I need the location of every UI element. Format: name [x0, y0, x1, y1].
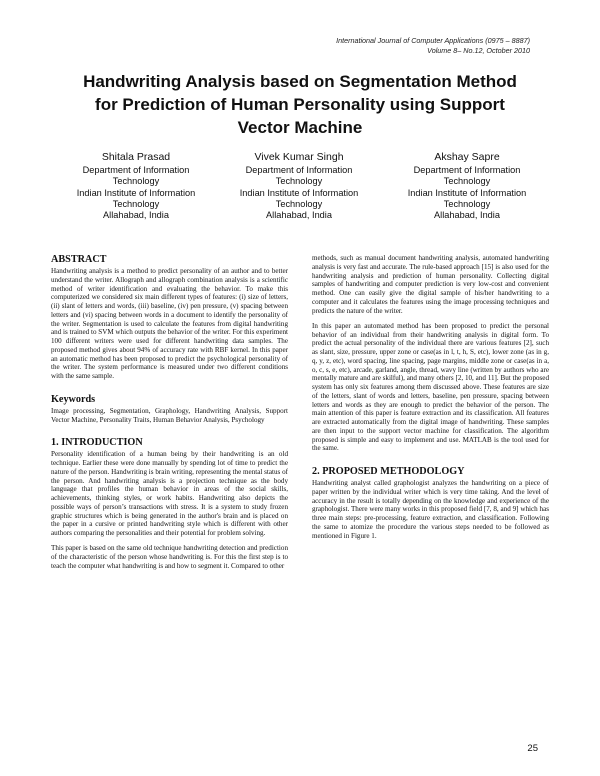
author-dept: Technology: [443, 176, 491, 187]
introduction-heading: 1. INTRODUCTION: [51, 437, 143, 449]
introduction-paragraph-2: This paper is based on the same old technique handwriting detection and prediction of the characteristic of the person whose handwriting is. For this the first step is to teach the computer what handwriting is and how to segment it. Compared to other: [51, 544, 288, 570]
author-institute: Technology: [443, 198, 491, 209]
abstract-text: Handwriting analysis is a method to predict personality of an author and to better understand the writer. Allograph and allograph combination analysis is a scientific method of writer identification and evaluating the behavior. To make this computerized we considered six main different types of features: (i) size of letters, (ii) slant of letters and words, (iii) baseline, (iv) pen pressure, (v) spacing between letters and (vi) spacing between words in a document to identify the personality of the writer. Segmentation is used to calculate the features from digital handwriting and is trained to SVM which outputs the behavior of the writer. For this experiment 100 different writers were used for different handwriting data samples. The proposed method gives about 94% of accuracy rate with RBF kernel. In this paper an automatic method has been proposed to predict the psychological personality of the writer. The system performance is measured under two different conditions with the same sample.: [51, 267, 289, 380]
author-dept: Department of Information: [82, 165, 190, 175]
author-dept: Department of Information: [413, 165, 521, 175]
author-institute: Technology: [275, 198, 323, 209]
journal-header: [336, 36, 530, 56]
body-paragraph-1: methods, such as manual document handwriting analysis, automated handwriting analysis is very fast and accurate. The rule-based approach [15] is also used for the handwriting analysis and prediction of human personality. Collecting digital samples of handwriting and computer prediction is very low-cost and convenient method. One can easily give the digital sample of his/her handwriting to a computer and it calculates the features using the image processing techniques and predicts the nature of the writer.: [312, 254, 549, 315]
abstract-heading: ABSTRACT: [51, 254, 107, 265]
author-city: Allahabad, India: [103, 210, 169, 221]
author-block-1: [52, 151, 220, 221]
author-dept: Technology: [275, 176, 323, 187]
title-line-3: Vector Machine: [237, 118, 363, 137]
left-column: [51, 254, 288, 577]
author-name: Vivek Kumar Singh: [254, 151, 344, 163]
author-institute: Technology: [112, 198, 160, 209]
paper-title: [60, 70, 540, 139]
body-paragraph-2: In this paper an automated method has been proposed to predict the personal behavior of an individual from their handwriting analysis in digital form. To predict the actual personality of the individual there are various features [2], such as slant, size, pressure, upper zone or case(as in l, t, h, S, etc), lower zone (as in g, q, y, z, etc), word spacing, line spacing, page margins, middle zone or case(as in a, o, c, s, e, etc), arcade, garland, angle, thread, wavy line (written by authors who are mentally mature and are skilful), and many others [2, 10, and 11]. But the proposed system has only six features among them discussed above. These features are size of the letters, slant of words and letters, baseline, pen pressure, spacing between letters and words as they are enough to predict the behavior of the person. The main attention of this paper is feature extraction and its classification. All features are extracted automatically from the digital image of handwriting. These samples are then input to the support vector machine for classification. The algorithm proposed is simple and easy to implement and use. MATLAB is the tool used for the same.: [312, 321, 549, 453]
right-column: [312, 254, 549, 547]
author-city: Allahabad, India: [266, 210, 332, 221]
methodology-paragraph-1: Handwriting analyst called graphologist analyzes the handwriting on a piece of paper written by the individual writer which is very time taking. And the level of accuracy in the result is totally depending on the knowledge and experience of the graphologist. There were many works in this proposed field [7, 8, and 9] which has three main steps: pre-processing, feature extraction, and classification. Following the same to atomize the procedure the various steps needed to be followed as mentioned in Figure 1.: [312, 479, 549, 540]
keywords-text: Image processing, Segmentation, Graphology, Handwriting Analysis, Support Vector Machine, Personality Traits, Human Behavior Analysis, Psychology: [51, 406, 288, 424]
author-block-2: [215, 151, 383, 221]
author-city: Allahabad, India: [434, 210, 500, 221]
journal-name: International Journal of Computer Applications (0975 – 8887): [336, 36, 530, 45]
author-institute: Indian Institute of Information: [76, 187, 196, 198]
author-block-3: [383, 151, 551, 221]
author-institute: Indian Institute of Information: [239, 187, 359, 198]
author-dept: Department of Information: [245, 165, 353, 175]
journal-volume: Volume 8– No.12, October 2010: [427, 46, 530, 55]
page-number: 25: [527, 743, 538, 754]
author-institute: Indian Institute of Information: [407, 187, 527, 198]
keywords-heading: Keywords: [51, 393, 96, 405]
introduction-paragraph-1: Personality identification of a human being by their handwriting is an old technique. Earlier these were done manually by spending lot of time to predict the nature of the person. Handwriting is brain writing, representing the mental status of the person. And handwriting analysis is a projection technique as the body language that profiles the human behavior in areas of the social skills, achievements, thinking styles, or work habits. Handwriting also depicts the possible ways of person’s transactions with stress. It is a system to study frozen graphic structures which is being generated in the author's brain and is placed on the paper in a cursive or printed handwriting style which is different with other authors comparing the personalities and their potential for problem solving.: [51, 450, 288, 537]
author-name: Shitala Prasad: [101, 151, 171, 163]
author-dept: Technology: [112, 176, 160, 187]
methodology-heading: 2. PROPOSED METHODOLOGY: [312, 466, 465, 477]
author-name: Akshay Sapre: [434, 151, 500, 163]
title-line-1: Handwriting Analysis based on Segmentation Method: [83, 72, 517, 91]
title-line-2: for Prediction of Human Personality using Support: [95, 95, 505, 114]
